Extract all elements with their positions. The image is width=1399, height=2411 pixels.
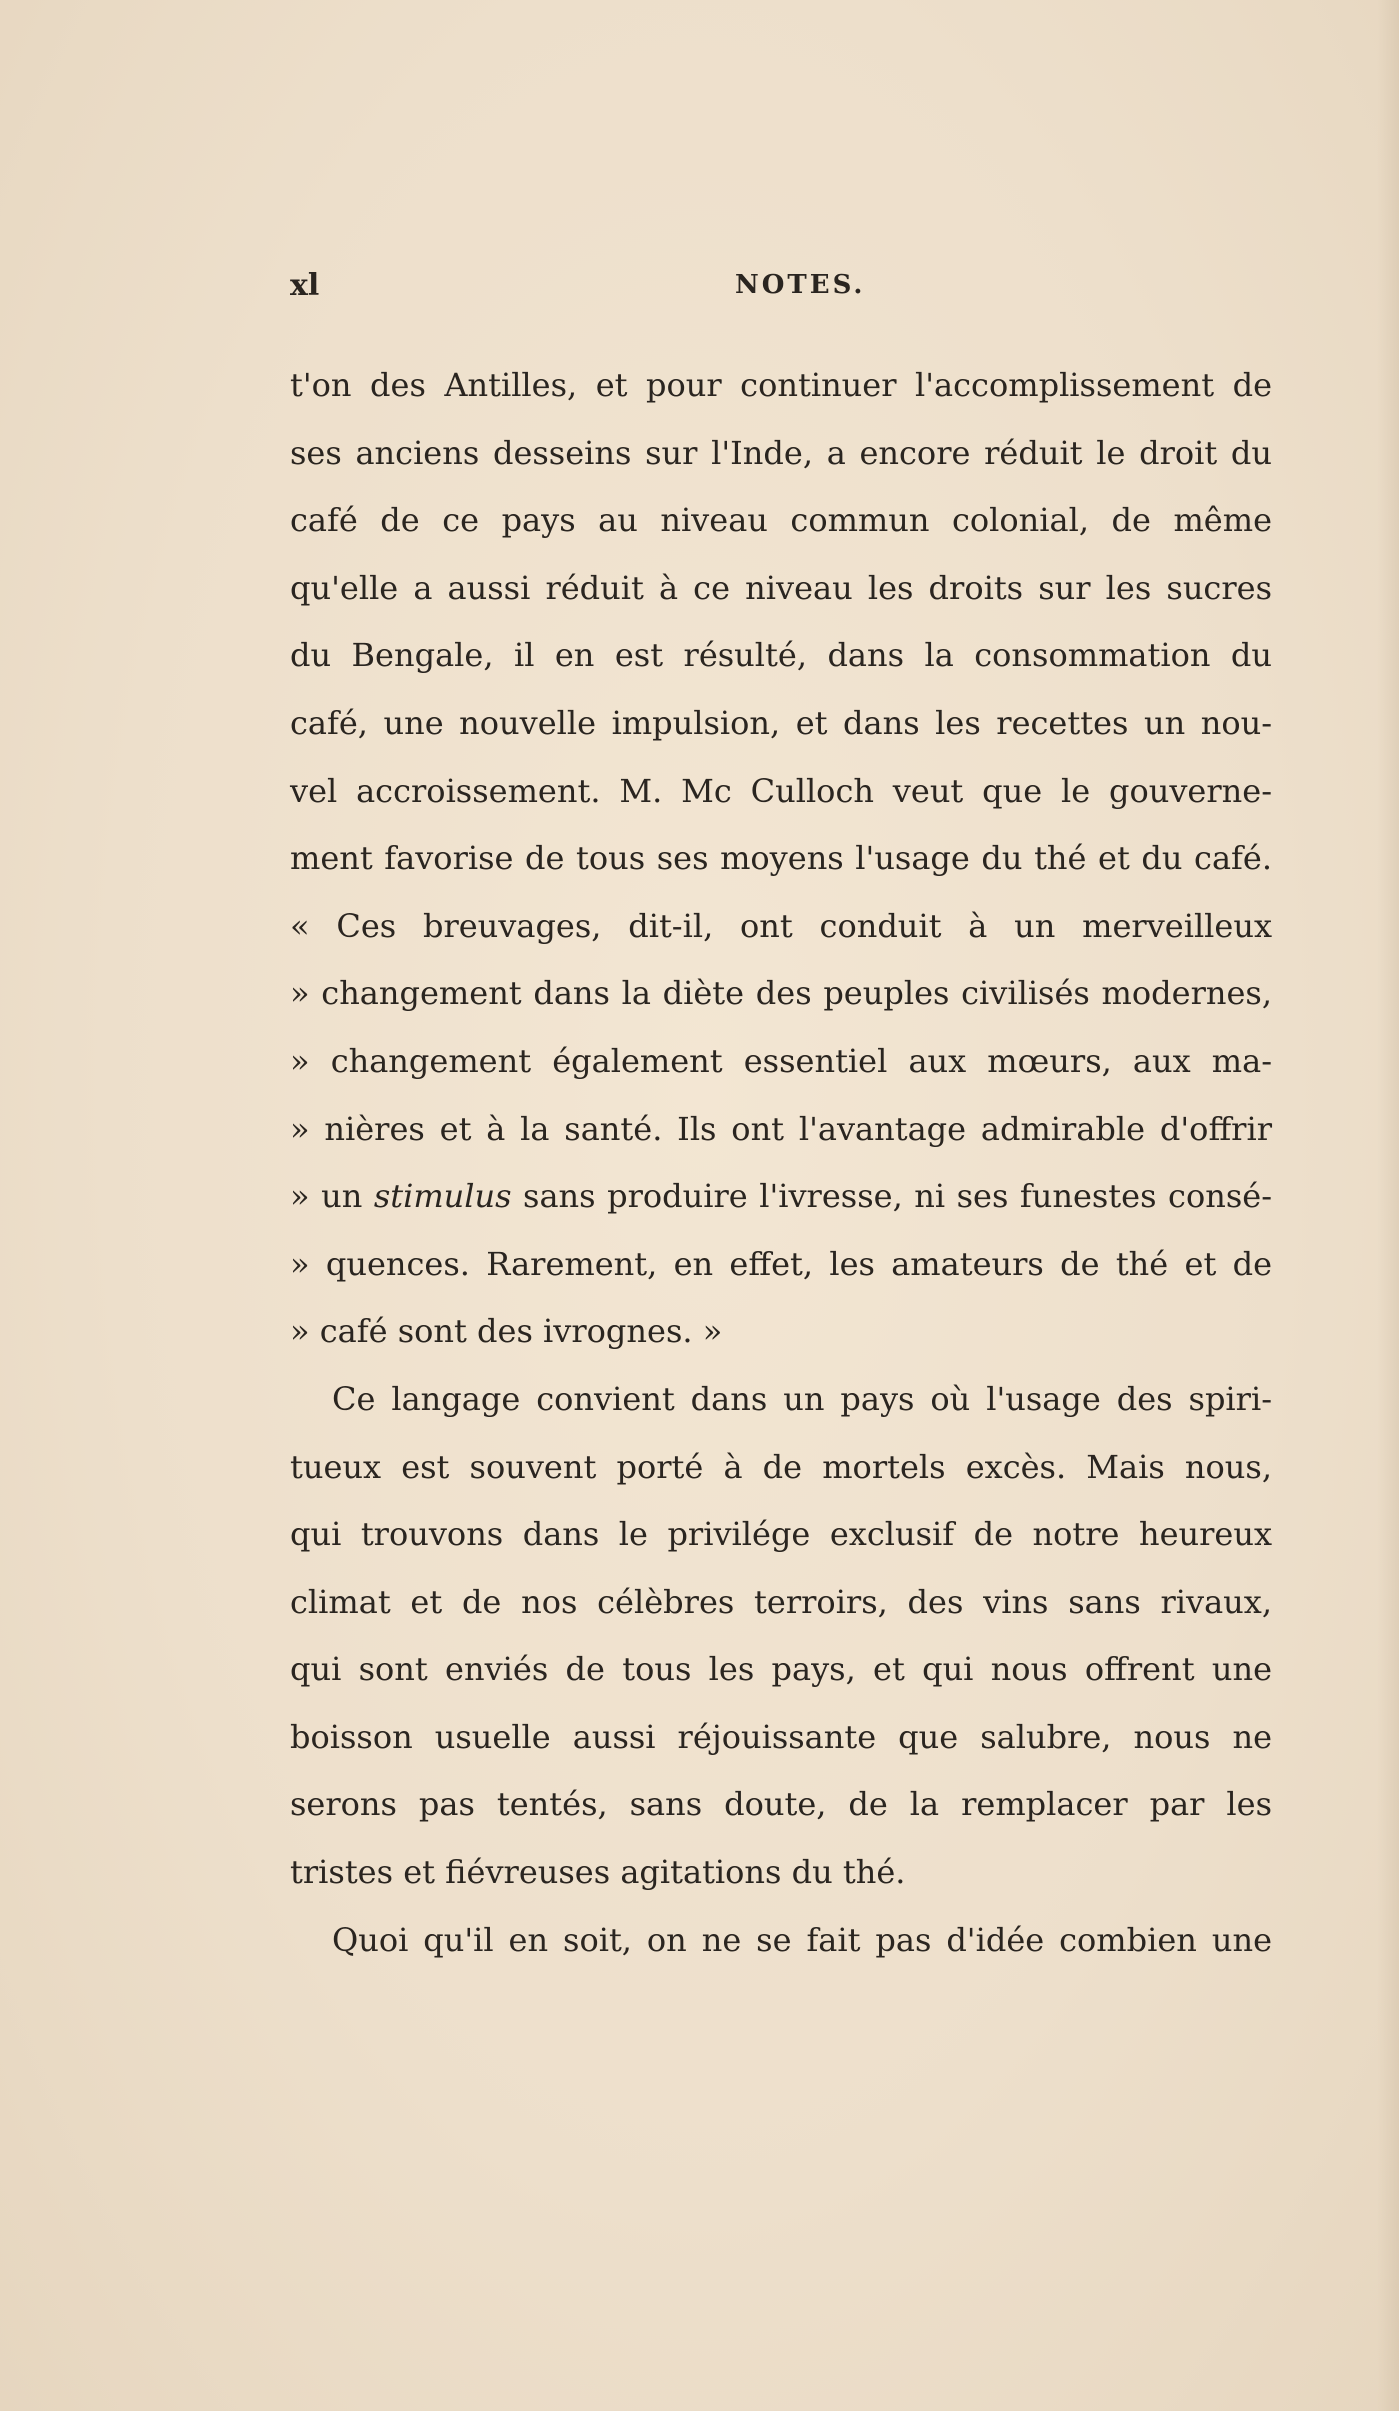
text-line: t'on des Antilles, et pour continuer l'accomplissement de	[290, 366, 1272, 404]
text-line: qui trouvons dans le privilége exclusif de notre heureux	[290, 1515, 1272, 1554]
paragraph-first-line: Ce langage convient dans un pays où l'usage des spiri-	[332, 1379, 1272, 1418]
quote-line: » changement également essentiel aux mœurs, aux ma-	[290, 1041, 1272, 1080]
text-line: tristes et fiévreuses agitations du thé.	[290, 1853, 906, 1892]
page-edge-shadow	[1377, 0, 1399, 2411]
text-line: serons pas tentés, sans doute, de la remplacer par les	[290, 1785, 1272, 1824]
text-line: du Bengale, il en est résulté, dans la consommation du	[290, 636, 1272, 675]
quote-line: » nières et à la santé. Ils ont l'avantage admirable d'offrir	[290, 1109, 1272, 1148]
body-text	[290, 352, 1272, 1974]
paragraph-first-line: Quoi qu'il en soit, on ne se fait pas d'idée combien une	[332, 1920, 1272, 1959]
text-line: qui sont enviés de tous les pays, et qui nous offrent une	[290, 1650, 1272, 1689]
quote-line: » quences. Rarement, en effet, les amateurs de thé et de	[290, 1244, 1272, 1283]
quote-line: » changement dans la diète des peuples civilisés modernes,	[290, 974, 1272, 1013]
running-head	[290, 268, 1272, 308]
text-line: vel accroissement. M. Mc Culloch veut que le gouverne-	[290, 771, 1272, 810]
text-line: café de ce pays au niveau commun colonial, de même	[290, 501, 1272, 540]
text-line: boisson usuelle aussi réjouissante que salubre, nous ne	[290, 1717, 1272, 1756]
page-number: xl	[290, 268, 320, 303]
text-line: climat et de nos célèbres terroirs, des vins sans rivaux,	[290, 1582, 1272, 1621]
text-line: ses anciens desseins sur l'Inde, a encore réduit le droit du	[290, 433, 1272, 472]
text-line: qu'elle a aussi réduit à ce niveau les droits sur les sucres	[290, 568, 1272, 607]
quote-line: « Ces breuvages, dit-il, ont conduit à un merveilleux	[290, 906, 1272, 945]
italic-word: stimulus	[373, 1177, 512, 1216]
text-line: ment favorise de tous ses moyens l'usage du thé et du café.	[290, 839, 1272, 878]
quote-line: » un stimulus sans produire l'ivresse, ni ses funestes consé-	[290, 1177, 1273, 1216]
running-head-title: NOTES.	[735, 270, 866, 300]
text-line: tueux est souvent porté à de mortels excès. Mais nous,	[290, 1447, 1272, 1486]
text-line: café, une nouvelle impulsion, et dans les recettes un nou-	[290, 703, 1272, 742]
quote-line: » café sont des ivrognes. »	[290, 1312, 723, 1351]
